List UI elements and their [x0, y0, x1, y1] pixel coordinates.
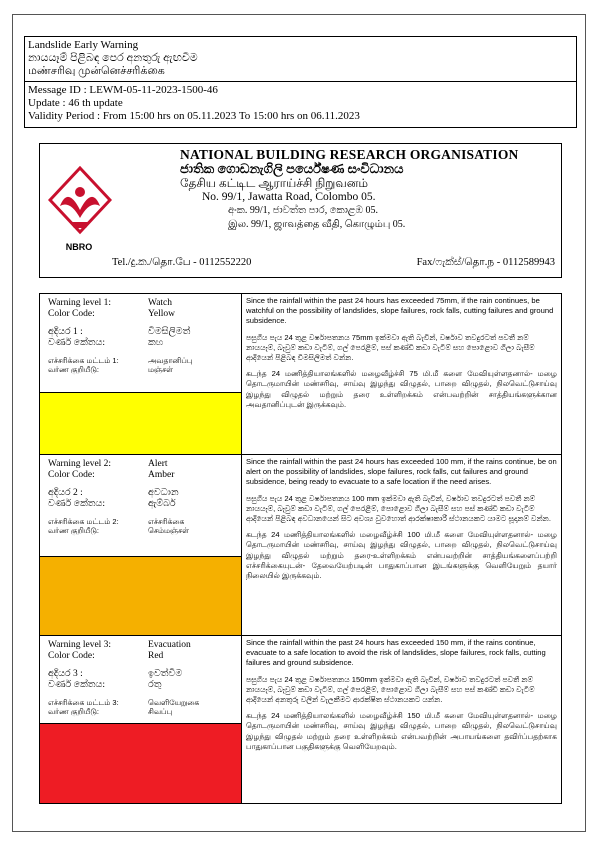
address-english: No. 99/1, Jawatta Road, Colombo 05.: [202, 191, 376, 203]
telephone: Tel./දු.ක./தொ.பே - 0112552220: [112, 257, 252, 268]
ta-color-label: வர்ண குறியீடு:: [48, 365, 100, 374]
table-row: [40, 294, 561, 455]
level-label: Warning level 1:: [48, 298, 112, 308]
si-level-value: අවධාන: [148, 488, 179, 498]
color-label: Color Code:: [48, 308, 95, 319]
si-color-value: ඇම්බර්: [148, 498, 176, 509]
ta-color-value: சிவப்பு: [148, 707, 173, 716]
description-english: Since the rainfall within the past 24 hours has exceeded 150 mm, if the rains continue, evacuate to a safe location to avoid the risk of landslides, slope failures, rock falls, cutting failures and ground subsidence.: [246, 638, 546, 668]
update-number: Update : 46 th update: [28, 97, 123, 109]
si-level-label: අදියර 1 :: [48, 327, 83, 337]
message-id: Message ID : LEWM-05-11-2023-1500-46: [28, 84, 218, 96]
level-value: Evacuation: [148, 640, 191, 650]
color-label: Color Code:: [48, 650, 95, 661]
description-cell: [242, 294, 561, 454]
level-label: Warning level 2:: [48, 459, 112, 469]
level-cell: [40, 455, 242, 635]
si-color-value: රතු: [148, 679, 162, 690]
color-value: Red: [148, 650, 164, 661]
address-sinhala: අංක. 99/1, ජාවත්ත පාර, කොළඹ 05.: [228, 205, 378, 216]
message-info-box: [24, 82, 577, 128]
description-sinhala: පසුගිය පැය 24 තුළ වර්ෂාපතනය 100 mm ඉක්මවා ඇති බැවින්, වර්ෂාව තවදුරටත් පවතී නම් නායයෑම්, බෑවුම් කඩා වැටීම්, ගල් පෙරළීම්, පොළොව ගිලා බැසීම් සහ පස් කණ්ඩි කඩා වැටීම් ආදියෙන් පිළිබඳ අවධානයෙන් සිට අවශ්‍ය වුවහොත් ආරක්ෂාකාරී ස්ථානයකට යාමට සූදානම් වන්න.: [246, 493, 551, 524]
si-color-label: වර්ණ කේතය:: [48, 337, 105, 348]
color-swatch-yellow: [40, 392, 241, 454]
color-swatch-red: [40, 723, 241, 803]
validity-period: Validity Period : From 15:00 hrs on 05.11.2023 To 15:00 hrs on 06.11.2023: [28, 110, 360, 122]
table-row: [40, 455, 561, 636]
level-value: Alert: [148, 459, 168, 469]
org-name-english: NATIONAL BUILDING RESEARCH ORGANISATION: [180, 147, 519, 162]
ta-color-value: செம்மஞ்சள்: [148, 526, 190, 535]
ta-level-label: எச்சரிக்கை மட்டம் 2:: [48, 517, 119, 526]
description-sinhala: පසුගිය පැය 24 තුළ වර්ෂාපතනය 150mm ඉක්මවා ඇති බැවින්, වර්ෂාව තවදුරටත් පවතී නම් නායයෑම්, බෑවුම් කඩා වැටීම්, ගල් පෙරළීම්, පොළොව ගිලා බැසීම් සහ පස් කණ්ඩි කඩා වැටීම් ආදියෙන් අනතුරු වලින් වැලකීමට ආරක්ෂිත ස්ථානයකට යන්න.: [246, 674, 535, 705]
si-color-label: වර්ණ කේතය:: [48, 679, 105, 690]
ta-color-label: வர்ண குறியீடு:: [48, 707, 100, 716]
ta-level-value: எச்சரிக்கை: [148, 517, 185, 526]
address-tamil: இல. 99/1, ஜாவத்தை வீதி, கொழும்பு 05.: [228, 219, 406, 230]
description-sinhala: පසුගිය පැය 24 තුළ වර්ෂාපතනය 75mm ඉක්මවා ඇති බැවින්, වර්ෂාව තවදුරටත් පවතී නම් නායයෑම්, බෑවුම් කඩා වැටීම්, ගල් පෙරළීම්, පස් කණ්ඩි කඩා වැටීම් සහ පොළොව ගිලා බැසීම් ආදියෙන් පිළිබඳ විමසිලිමත් වන්න.: [246, 332, 535, 363]
color-value: Amber: [148, 469, 175, 480]
si-level-label: අදියර 2 :: [48, 488, 83, 498]
description-tamil: கடந்த 24 மணித்தியாலங்களில் மழைவீழ்ச்சி 100 மி.மீ களை மேவியுள்ளதனால்- மழை தொடருமாயின் மண்சரிவு, சாய்வு இழந்து விழுதல், பாறை விழுதல், நிலவெட்டுசாய்வு இழந்து விழுதல் மற்றும் தரை-உள்ளிறக்கம் என்பவற்றின் சாத்தியங்களைப்பற்றி எச்சரிக்கையுடன்- தேவையேற்படின் பாதுகாப்பான இடங்களுக்கு வெளியேறும் தயார் நிலையில் இருக்கவும்.: [246, 530, 557, 581]
ta-level-value: அவதானிப்பு: [148, 356, 193, 365]
org-name-tamil: தேசிய கட்டிட ஆராய்ச்சி நிறுவனம்: [180, 176, 369, 190]
org-name-sinhala: ජාතික ගොඩනැගිලි පර්යේෂණ සංවිධානය: [180, 161, 404, 176]
si-color-label: වර්ණ කේතය:: [48, 498, 105, 509]
description-english: Since the rainfall within the past 24 hours has exceeded 75mm, if the rain continues, be watchful on the possibility of landslides, slope failures, rock falls, cutting failures and ground subsidence.: [246, 296, 554, 326]
table-row: [40, 636, 561, 803]
nbro-logo-icon: [48, 166, 112, 238]
ta-color-value: மஞ்சள்: [148, 365, 174, 374]
ta-level-value: வெளியேறுகை: [148, 698, 200, 707]
color-label: Color Code:: [48, 469, 95, 480]
ta-color-label: வர்ண குறியீடு:: [48, 526, 100, 535]
description-tamil: கடந்த 24 மணித்தியாலங்களில் மழைவீழ்ச்சி 75 மி.மீ களை மேவியுள்ளதனால்- மழை தொடருமாயின் மண்சரிவு, சாய்வு இழந்து விழுதல், பாறை விழுதல், நிலவெட்டுசாய்வு இழந்து விழுதல் மற்றும் தரை உள்ளிறக்கம் என்பவற்றின் சாத்தியங்களுக்கான அவதானிப்புடன் இருக்கவும்.: [246, 369, 557, 409]
color-swatch-amber: [40, 556, 241, 635]
level-label: Warning level 3:: [48, 640, 112, 650]
ta-level-label: எச்சரிக்கை மட்டம் 3:: [48, 698, 119, 707]
title-sinhala: නායයෑම් පිළිබඳ පෙර අනතුරු ඇඟවීම: [28, 52, 198, 64]
si-level-label: අදියර 3 :: [48, 669, 83, 679]
si-level-value: විමසිලිමත්: [148, 327, 191, 337]
level-cell: [40, 636, 242, 803]
level-cell: [40, 294, 242, 454]
logo-caption: NBRO: [65, 242, 93, 252]
title-english: Landslide Early Warning: [28, 39, 139, 51]
si-level-value: ඉවත්වීම: [148, 669, 183, 679]
description-cell: [242, 455, 561, 635]
description-cell: [242, 636, 561, 803]
warning-title-box: [24, 36, 577, 82]
title-tamil: மண்சரிவு முன்னெச்சரிக்கை: [28, 65, 165, 77]
ta-level-label: எச்சரிக்கை மட்டம் 1:: [48, 356, 119, 365]
description-english: Since the rainfall within the past 24 hours has exceeded 100 mm, if the rains continue, be on alert on the possibility of landslides, slope failures, rock falls, cut failures and ground subsidence, being ready to evacuate to a safe location if the need arises.: [246, 457, 557, 487]
organisation-letterhead: [39, 143, 562, 278]
warning-levels-table: [39, 293, 562, 804]
level-value: Watch: [148, 298, 173, 308]
fax: Fax/ෆැක්ස්/தொ.ந - 0112589943: [416, 257, 555, 268]
description-tamil: கடந்த 24 மணித்தியாலங்களில் மழைவீழ்ச்சி 150 மி.மீ களை மேவியுள்ளதனால்- மழை தொடருமாயின் மண்சரிவு, சாய்வு இழந்து விழுதல், பாறை விழுதல், நிலவெட்டுசாய்வு இழந்து விழுதல் மற்றும் தரை உள்ளிறக்கம் என்பவற்றின் அபாயங்களை தவிர்ப்பதற்காக பாதுகாப்பான பகுதிகளுக்கு வெளியேறவும்.: [246, 711, 557, 751]
color-value: Yellow: [148, 308, 176, 319]
si-color-value: කහ: [148, 337, 164, 348]
